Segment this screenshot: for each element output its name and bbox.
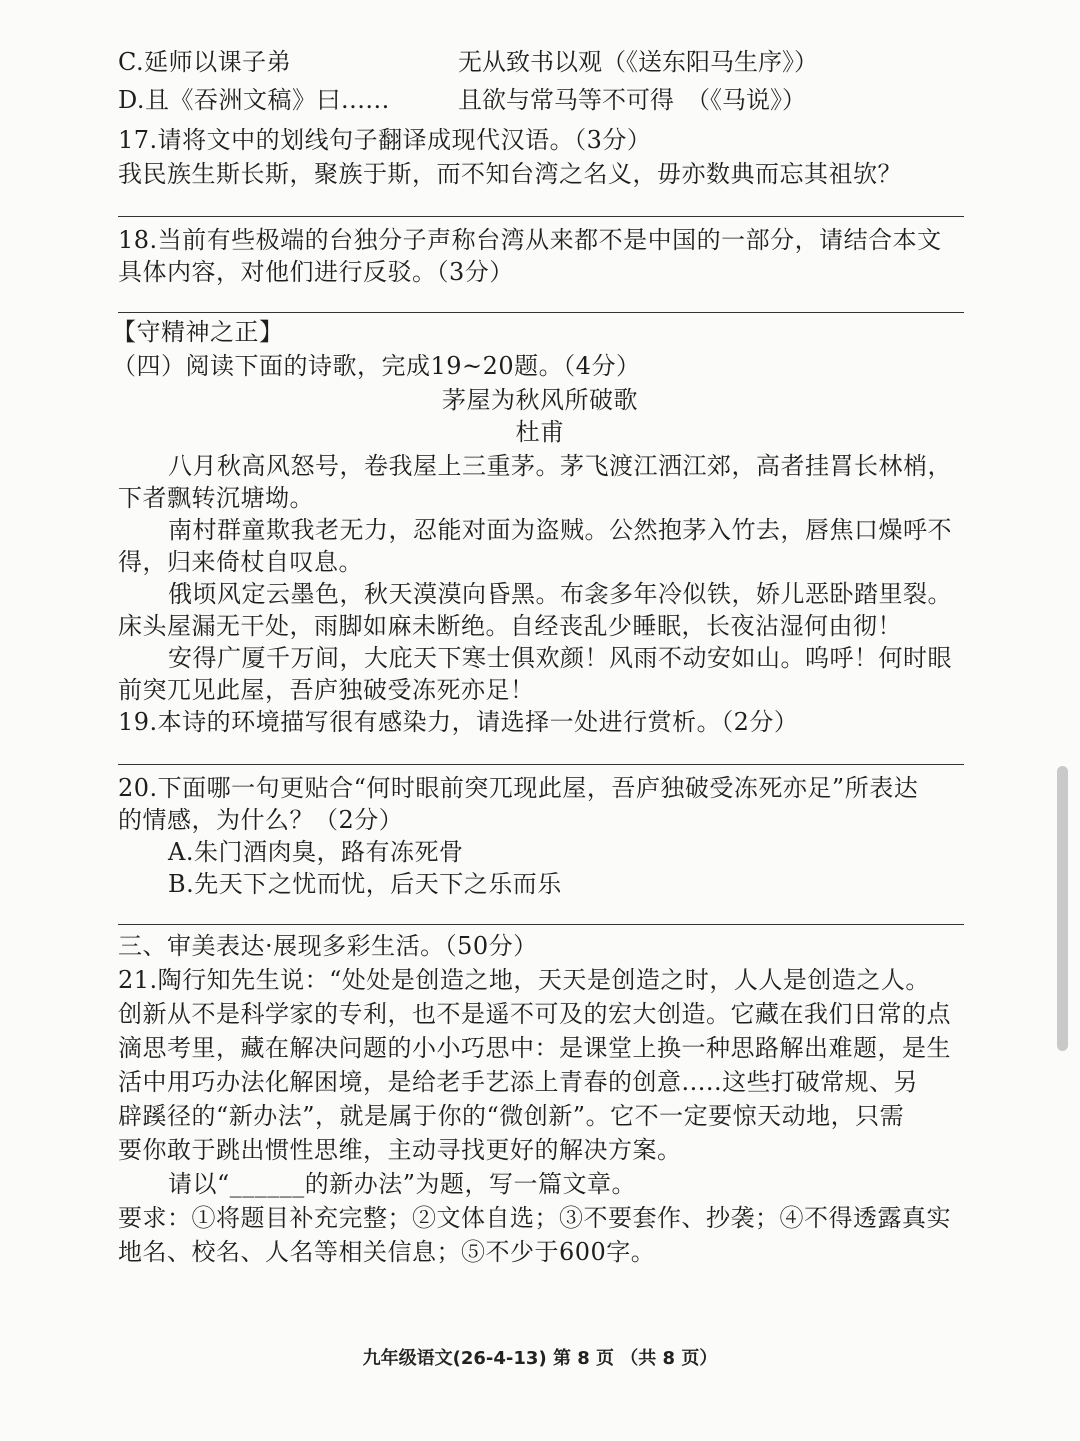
poem-line: 俄顷风定云墨色，秋天漠漠向昏黑。布衾多年冷似铁，娇儿恶卧踏里裂。 (168, 580, 952, 608)
poem-line: 得，归来倚杖自叹息。 (118, 548, 363, 576)
page-footer: 九年级语文(26-4-13) 第 8 页 （共 8 页） (362, 1348, 718, 1369)
question-21-requirements-1: 要求：①将题目补充完整；②文体自选；③不要套作、抄袭；④不得透露真实 (118, 1204, 951, 1232)
poem-line: 八月秋高风怒号，卷我屋上三重茅。茅飞渡江洒江郊，高者挂罥长林梢， (168, 452, 952, 480)
poem-line: 南村群童欺我老无力，忍能对面为盗贼。公然抱茅入竹去，唇焦口燥呼不 (168, 516, 952, 544)
poem-title: 茅屋为秋风所破歌 (442, 386, 638, 414)
answer-line-18[interactable] (118, 312, 964, 313)
option-d-left: D.且《吞洲文稿》曰...... (118, 86, 390, 114)
question-20-line2: 的情感，为什么？（2分） (118, 806, 404, 834)
question-18-line2: 具体内容，对他们进行反驳。（3分） (118, 258, 514, 286)
question-19-prompt: 19.本诗的环境描写很有感染力，请选择一处进行赏析。（2分） (118, 708, 799, 736)
question-21-task: 请以“______的新办法”为题，写一篇文章。 (168, 1170, 637, 1198)
question-18-line1: 18.当前有些极端的台独分子声称台湾从来都不是中国的一部分，请结合本文 (118, 226, 942, 254)
option-c-left: C.延师以课子弟 (118, 48, 292, 76)
question-20-option-b: B.先天下之忧而忧，后天下之乐而乐 (168, 870, 562, 898)
question-21-line: 创新从不是科学家的专利，也不是遥不可及的宏大创造。它藏在我们日常的点 (118, 1000, 951, 1028)
question-20-option-a: A.朱门酒肉臭，路有冻死骨 (168, 838, 464, 866)
answer-line-19[interactable] (118, 764, 964, 765)
answer-line-20[interactable] (118, 924, 964, 925)
part-3-heading: 三、审美表达·展现多彩生活。（50分） (118, 932, 538, 960)
question-21-line: 辟蹊径的“新办法”，就是属于你的“微创新”。它不一定要惊天动地，只需 (118, 1102, 905, 1130)
part-4-intro: （四）阅读下面的诗歌，完成19~20题。（4分） (112, 352, 641, 380)
question-21-requirements-2: 地名、校名、人名等相关信息；⑤不少于600字。 (118, 1238, 656, 1266)
section-heading: 【守精神之正】 (112, 318, 284, 346)
question-17-sentence: 我民族生斯长斯，聚族于斯，而不知台湾之名义，毋亦数典而忘其祖欤？ (118, 160, 902, 188)
question-21-line: 要你敢于跳出惯性思维，主动寻找更好的解决方案。 (118, 1136, 682, 1164)
poem-line: 安得广厦千万间，大庇天下寒士俱欢颜！风雨不动安如山。呜呼！何时眼 (168, 644, 952, 672)
answer-line-17[interactable] (118, 216, 964, 217)
poem-author: 杜甫 (515, 418, 565, 446)
option-c-right: 无从致书以观（《送东阳马生序》） (458, 48, 818, 76)
question-17-prompt: 17.请将文中的划线句子翻译成现代汉语。（3分） (118, 126, 652, 154)
option-d-right: 且欲与常马等不可得 （《马说》） (458, 86, 806, 114)
poem-line: 床头屋漏无干处，雨脚如麻未断绝。自经丧乱少睡眠，长夜沾湿何由彻！ (118, 612, 902, 640)
poem-line: 前突兀见此屋，吾庐独破受冻死亦足！ (118, 676, 535, 704)
scrollbar-thumb[interactable] (1057, 766, 1068, 1051)
question-21-line: 活中用巧办法化解困境，是给老手艺添上青春的创意.....这些打破常规、另 (118, 1068, 919, 1096)
question-21-line: 21.陶行知先生说：“处处是创造之地，天天是创造之时，人人是创造之人。 (118, 966, 930, 994)
poem-line: 下者飘转沉塘坳。 (118, 484, 314, 512)
question-20-line1: 20.下面哪一句更贴合“何时眼前突兀现此屋，吾庐独破受冻死亦足”所表达 (118, 774, 919, 802)
question-21-line: 滴思考里，藏在解决问题的小小巧思中：是课堂上换一种思路解出难题，是生 (118, 1034, 951, 1062)
